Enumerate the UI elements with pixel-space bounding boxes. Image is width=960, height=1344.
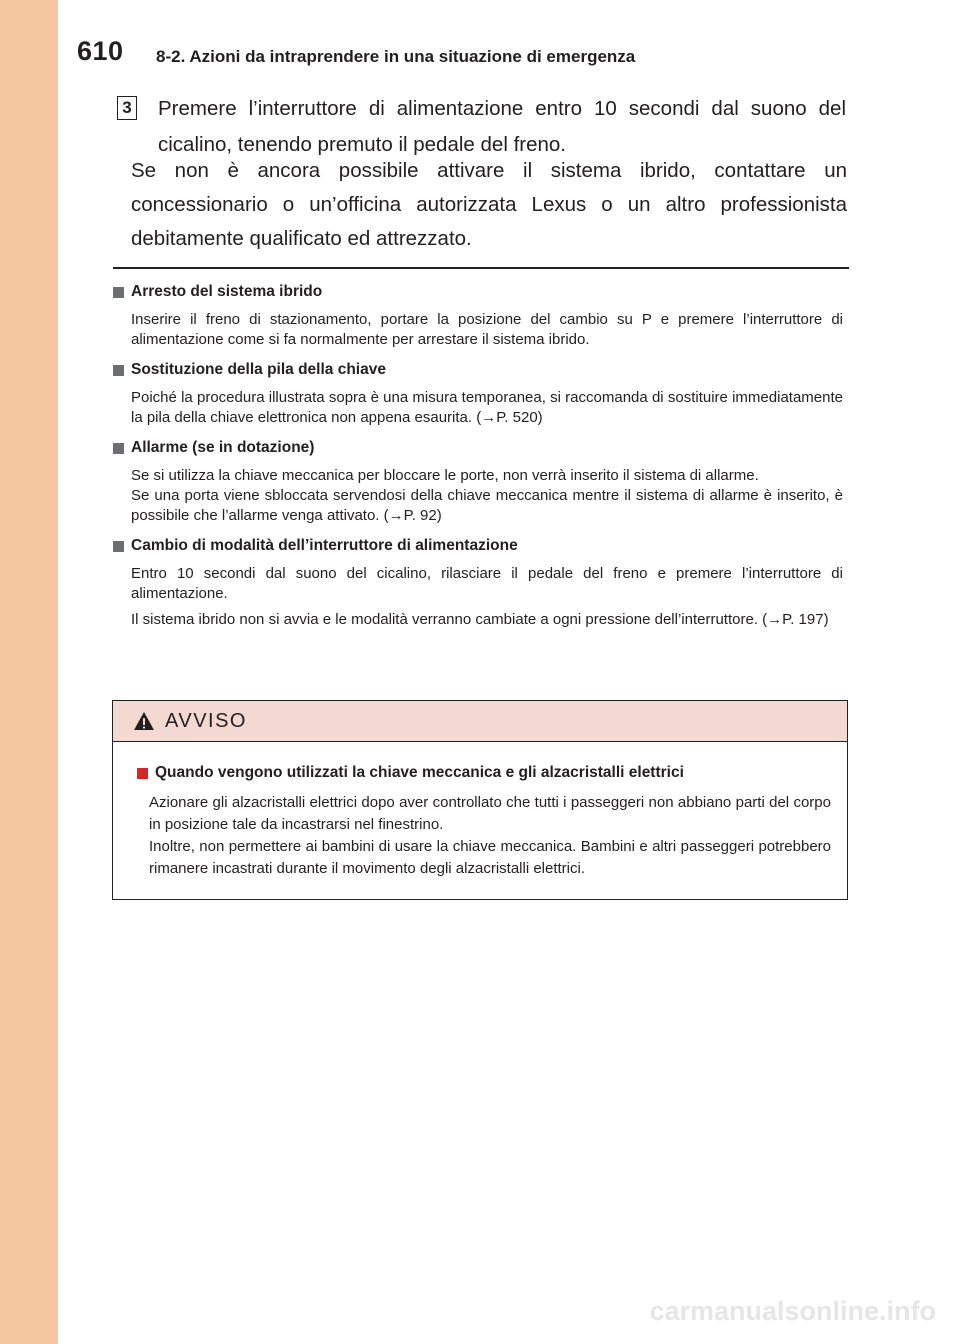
- warning-line: Azionare gli alzacristalli elettrici dopo aver controllato che tutti i passeggeri non abbiano parti del corpo in posizione tale da incastrarsi nel finestrino.: [149, 794, 831, 833]
- warning-triangle-icon: [133, 711, 155, 731]
- section-body: [113, 310, 843, 350]
- paragraph-line: Inserire il freno di stazionamento, portare la posizione del cambio su P e premere l’interruttore di alimentazione come si fa normalmente per arrestare il sistema ibrido.: [131, 311, 843, 348]
- section-allarme: [113, 436, 843, 526]
- square-bullet-icon: [113, 443, 124, 454]
- section-title-text: Cambio di modalità dell’interruttore di alimentazione: [131, 537, 518, 554]
- warning-subtitle-text: Quando vengono utilizzati la chiave meccanica e gli alzacristalli elettrici: [155, 764, 684, 781]
- step-note: Se non è ancora possibile attivare il sistema ibrido, contattare un concessionario o un’officina autorizzata Lexus o un altro professionista debitamente qualificato ed attrezzato.: [131, 159, 847, 250]
- paragraph-line: Se una porta viene sbloccata servendosi della chiave meccanica mentre il sistema di allarme è inserito, è possibile che l’allarme venga attivato. (→P. 92): [131, 487, 843, 524]
- side-color-band: [0, 0, 58, 1344]
- warning-box: [112, 700, 848, 900]
- section-title: [113, 436, 843, 460]
- section-title-text: Arresto del sistema ibrido: [131, 283, 323, 300]
- section-cambio-modalita: [113, 534, 843, 630]
- warning-title: AVVISO: [165, 709, 247, 732]
- red-square-bullet-icon: [137, 768, 148, 779]
- square-bullet-icon: [113, 287, 124, 298]
- square-bullet-icon: [113, 365, 124, 376]
- step-number-badge: 3: [117, 96, 137, 120]
- section-title: [113, 534, 843, 558]
- step-text: Premere l’interruttore di alimentazione entro 10 secondi dal suono del cicalino, tenendo premuto il pedale del freno.: [158, 97, 846, 156]
- section-body: [113, 564, 843, 630]
- section-title: [113, 280, 843, 304]
- paragraph: [131, 610, 843, 630]
- section-body: [113, 388, 843, 428]
- section-divider: [113, 267, 849, 269]
- paragraph: [131, 388, 843, 428]
- paragraph-line: Entro 10 secondi dal suono del cicalino, rilasciare il pedale del freno e premere l’interruttore di alimentazione.: [131, 565, 843, 602]
- section-title-text: Sostituzione della pila della chiave: [131, 361, 386, 378]
- square-bullet-icon: [113, 541, 124, 552]
- section-title-text: Allarme (se in dotazione): [131, 439, 315, 456]
- page-number: 610: [77, 36, 124, 66]
- paragraph-line: Se si utilizza la chiave meccanica per bloccare le porte, non verrà inserito il sistema di allarme.: [131, 467, 759, 484]
- paragraph-line: Il sistema ibrido non si avvia e le modalità verranno cambiate a ogni pressione dell’interruttore. (→P. 197): [131, 611, 829, 628]
- chapter-title: 8-2. Azioni da intraprendere in una situazione di emergenza: [156, 47, 636, 66]
- section-body: [113, 466, 843, 526]
- section-arresto: [113, 280, 843, 350]
- paragraph-line: Poiché la procedura illustrata sopra è una misura temporanea, si raccomanda di sostituire immediatamente la pila della chiave elettronica non appena esaurita. (→P. 520): [131, 389, 843, 426]
- section-title: [113, 358, 843, 382]
- warning-line: Inoltre, non permettere ai bambini di usare la chiave meccanica. Bambini e altri passeggeri potrebbero rimanere incastrati durante il movimento degli alzacristalli elettrici.: [149, 838, 831, 877]
- warning-content: [113, 742, 847, 880]
- info-sections: [113, 280, 843, 638]
- paragraph: [131, 564, 843, 604]
- paragraph: [131, 466, 843, 526]
- warning-subtitle: [137, 762, 831, 784]
- watermark: carmanualsonline.info: [649, 1296, 936, 1326]
- section-pila: [113, 358, 843, 428]
- paragraph: [131, 310, 843, 350]
- warning-body: [137, 792, 831, 880]
- warning-header: [113, 701, 847, 742]
